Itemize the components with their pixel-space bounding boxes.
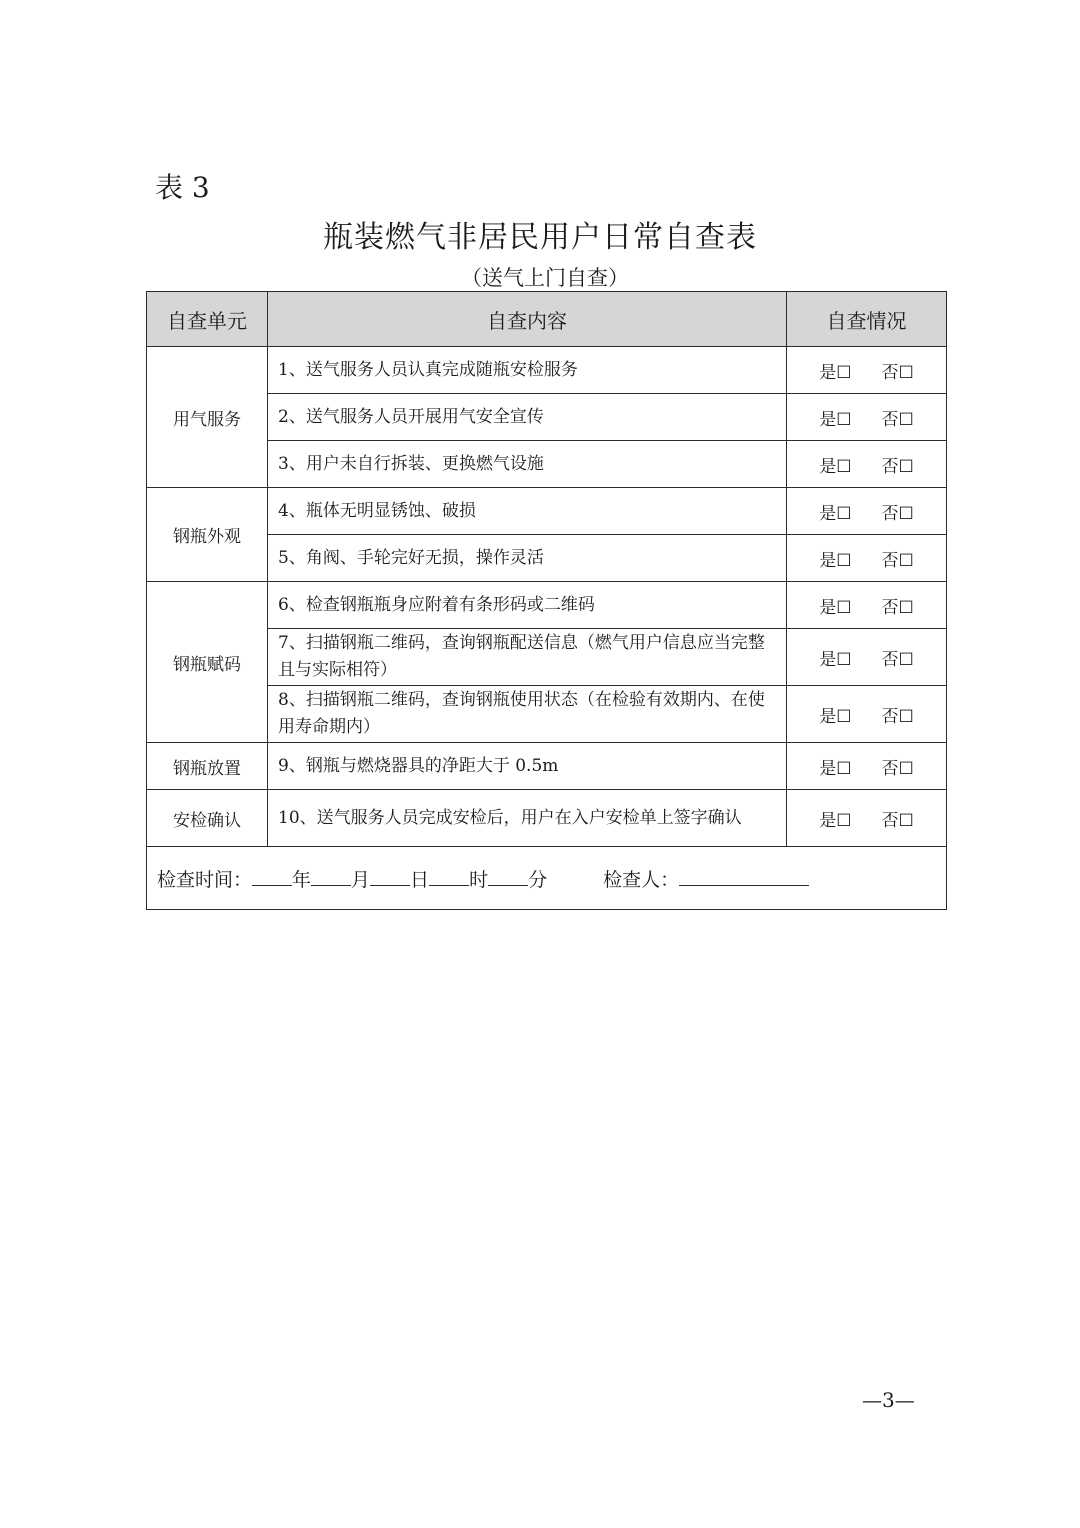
month-field[interactable] — [311, 867, 351, 886]
column-header-status: 自查情况 — [787, 292, 947, 347]
status-cell — [787, 394, 947, 441]
check-item-6: 6、检查钢瓶瓶身应附着有条形码或二维码 — [268, 582, 787, 629]
status-cell — [787, 582, 947, 629]
check-item-2: 2、送气服务人员开展用气安全宣传 — [268, 394, 787, 441]
no-checkbox[interactable]: 否☐ — [881, 758, 914, 779]
year-field[interactable] — [252, 867, 292, 886]
table-header-row — [147, 292, 947, 347]
no-checkbox[interactable]: 否☐ — [881, 810, 914, 831]
status-cell — [787, 686, 947, 743]
check-time-label: 检查时间： — [157, 868, 253, 891]
month-label: 月 — [351, 868, 371, 891]
minute-field[interactable] — [488, 867, 528, 886]
yes-checkbox[interactable]: 是☐ — [819, 362, 852, 383]
check-item-1: 1、送气服务人员认真完成随瓶安检服务 — [268, 347, 787, 394]
yes-checkbox[interactable]: 是☐ — [819, 597, 852, 618]
check-item-7: 7、扫描钢瓶二维码，查询钢瓶配送信息（燃气用户信息应当完整且与实际相符） — [268, 629, 787, 686]
yes-checkbox[interactable]: 是☐ — [819, 550, 852, 571]
document-subtitle: （送气上门自查） — [461, 266, 629, 290]
no-checkbox[interactable]: 否☐ — [881, 550, 914, 571]
document-title: 瓶装燃气非居民用户日常自查表 — [323, 220, 757, 255]
no-checkbox[interactable]: 否☐ — [881, 503, 914, 524]
yes-checkbox[interactable]: 是☐ — [819, 503, 852, 524]
status-cell — [787, 629, 947, 686]
yes-checkbox[interactable]: 是☐ — [819, 706, 852, 727]
unit-cell-cylinder-appearance: 钢瓶外观 — [147, 488, 268, 582]
table-row — [147, 488, 947, 535]
check-item-5: 5、角阀、手轮完好无损，操作灵活 — [268, 535, 787, 582]
no-checkbox[interactable]: 否☐ — [881, 409, 914, 430]
year-label: 年 — [292, 868, 312, 891]
check-item-4: 4、瓶体无明显锈蚀、破损 — [268, 488, 787, 535]
yes-checkbox[interactable]: 是☐ — [819, 409, 852, 430]
status-cell — [787, 790, 947, 847]
hour-label: 时 — [469, 868, 489, 891]
status-cell — [787, 535, 947, 582]
status-cell — [787, 441, 947, 488]
signature-row — [147, 847, 947, 910]
no-checkbox[interactable]: 否☐ — [881, 456, 914, 477]
day-label: 日 — [410, 868, 430, 891]
column-header-unit: 自查单元 — [147, 292, 268, 347]
no-checkbox[interactable]: 否☐ — [881, 362, 914, 383]
inspector-label: 检查人： — [603, 868, 680, 891]
check-item-8: 8、扫描钢瓶二维码，查询钢瓶使用状态（在检验有效期内、在使用寿命期内） — [268, 686, 787, 743]
status-cell — [787, 488, 947, 535]
table-row — [147, 347, 947, 394]
signature-cell — [147, 847, 947, 910]
inspector-field[interactable] — [679, 867, 809, 886]
yes-checkbox[interactable]: 是☐ — [819, 649, 852, 670]
minute-label: 分 — [528, 868, 548, 891]
table-label: 表 3 — [155, 171, 210, 204]
yes-checkbox[interactable]: 是☐ — [819, 810, 852, 831]
unit-cell-gas-service: 用气服务 — [147, 347, 268, 488]
hour-field[interactable] — [429, 867, 469, 886]
day-field[interactable] — [370, 867, 410, 886]
no-checkbox[interactable]: 否☐ — [881, 649, 914, 670]
check-item-3: 3、用户未自行拆装、更换燃气设施 — [268, 441, 787, 488]
table-row — [147, 743, 947, 790]
self-check-table — [146, 291, 947, 910]
check-item-9: 9、钢瓶与燃烧器具的净距大于 0.5m — [268, 743, 787, 790]
yes-checkbox[interactable]: 是☐ — [819, 456, 852, 477]
page-number: —3— — [862, 1388, 915, 1412]
no-checkbox[interactable]: 否☐ — [881, 597, 914, 618]
check-item-10: 10、送气服务人员完成安检后，用户在入户安检单上签字确认 — [268, 790, 787, 847]
column-header-content: 自查内容 — [268, 292, 787, 347]
status-cell — [787, 347, 947, 394]
no-checkbox[interactable]: 否☐ — [881, 706, 914, 727]
unit-cell-cylinder-coding: 钢瓶赋码 — [147, 582, 268, 743]
table-row — [147, 790, 947, 847]
unit-cell-safety-confirmation: 安检确认 — [147, 790, 268, 847]
table-row — [147, 582, 947, 629]
status-cell — [787, 743, 947, 790]
yes-checkbox[interactable]: 是☐ — [819, 758, 852, 779]
unit-cell-cylinder-placement: 钢瓶放置 — [147, 743, 268, 790]
